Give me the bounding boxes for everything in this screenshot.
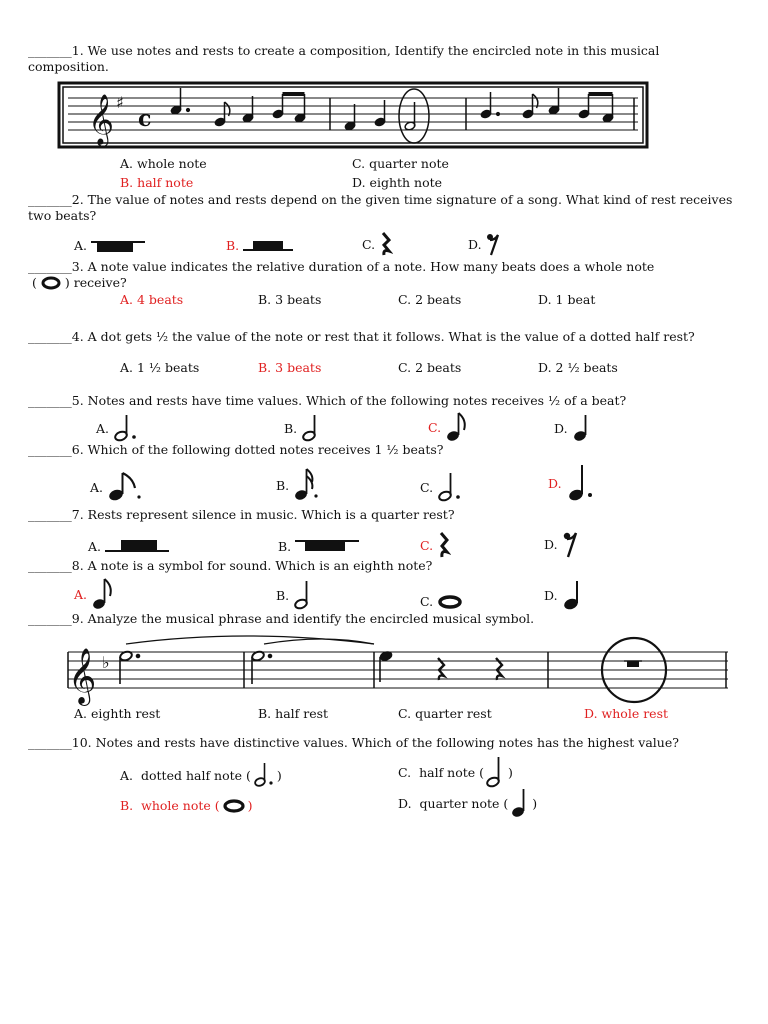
- treble-clef-icon: 𝄞: [88, 94, 115, 145]
- choice-letter: C.: [428, 419, 442, 435]
- dotted-eighth-note-icon: [107, 472, 143, 502]
- choice-label: eighth note: [369, 175, 443, 190]
- choice-letter: B.: [278, 538, 292, 554]
- choice-3b[interactable]: [258, 292, 321, 307]
- whole-note-icon: [41, 276, 61, 290]
- choice-label: eighth rest: [91, 706, 161, 721]
- choice-3d[interactable]: [538, 292, 595, 307]
- question-number: 6.: [71, 442, 84, 457]
- choice-4c[interactable]: [398, 360, 461, 375]
- choice-5c-correct[interactable]: [428, 412, 469, 442]
- dotted-quarter-note-icon: [566, 464, 594, 502]
- choice-letter: B.: [276, 587, 290, 603]
- choice-letter: A.: [88, 538, 102, 554]
- choice-2d[interactable]: [468, 232, 500, 256]
- choice-6b[interactable]: [276, 468, 321, 502]
- choice-8d[interactable]: [544, 580, 584, 610]
- choice-label: half note (: [419, 764, 485, 780]
- half-note-icon: [301, 414, 321, 442]
- choice-letter: A.: [120, 292, 134, 307]
- choice-label: 3 beats: [275, 292, 322, 307]
- choice-label: whole note: [137, 156, 207, 171]
- question-4: [28, 329, 740, 345]
- choice-8b[interactable]: [276, 580, 313, 610]
- whole-rest-icon: [295, 538, 359, 554]
- half-note-icon: [293, 580, 313, 610]
- eighth-rest-icon: [562, 530, 578, 558]
- choice-3c[interactable]: [398, 292, 461, 307]
- choice-9b[interactable]: [258, 706, 328, 721]
- choice-letter: C.: [352, 156, 366, 171]
- choice-letter: A.: [120, 360, 134, 375]
- choice-letter: A.: [74, 238, 88, 253]
- half-rest-icon: [105, 538, 169, 554]
- dotted-half-note-icon: [437, 472, 463, 502]
- dotted-sixteenth-note-icon: [293, 468, 321, 502]
- choice-letter: A.: [120, 156, 134, 171]
- question-number: 4.: [71, 329, 84, 344]
- choice-5d[interactable]: [554, 414, 592, 442]
- choice-8c[interactable]: [420, 594, 463, 609]
- common-time-icon: c: [138, 106, 152, 132]
- choice-letter: C.: [420, 479, 434, 495]
- choice-1d[interactable]: [352, 175, 442, 190]
- whole-rest-icon: [91, 239, 145, 253]
- close-paren: ): [247, 798, 253, 813]
- question-number: 8.: [71, 558, 84, 573]
- choice-label: 4 beats: [137, 292, 184, 307]
- eighth-note-icon: [445, 412, 469, 442]
- choice-6d-correct[interactable]: [548, 464, 594, 502]
- quarter-note-icon: [510, 788, 530, 818]
- choice-10a[interactable]: [120, 762, 282, 788]
- choice-letter: D.: [548, 475, 562, 491]
- treble-clef-icon: 𝄞: [68, 648, 97, 704]
- answer-blank[interactable]: _______: [28, 507, 72, 522]
- question-6: [28, 442, 740, 458]
- choice-4a[interactable]: [120, 360, 199, 375]
- question-8: [28, 558, 740, 574]
- whole-note-icon: [222, 799, 246, 813]
- question-9: [28, 611, 740, 627]
- quarter-note-icon: [572, 414, 592, 442]
- question-5: [28, 393, 740, 409]
- choice-5a[interactable]: [96, 414, 139, 442]
- whole-note-icon: [437, 595, 463, 609]
- close-paren: ): [508, 764, 513, 780]
- choice-letter: C.: [398, 360, 412, 375]
- question-7: [28, 507, 740, 523]
- choice-letter: D.: [352, 175, 366, 190]
- question-number: 5.: [71, 393, 84, 408]
- choice-letter: B.: [276, 477, 290, 493]
- choice-9a[interactable]: [74, 706, 160, 721]
- choice-4d[interactable]: [538, 360, 618, 375]
- dotted-half-note-icon: [113, 414, 139, 442]
- choice-label: quarter rest: [415, 706, 492, 721]
- question-1: [28, 43, 740, 75]
- question-number: 10.: [71, 735, 92, 750]
- choice-label: dotted half note (: [141, 767, 251, 783]
- choice-7c-correct[interactable]: [420, 532, 451, 558]
- choice-1a[interactable]: [120, 156, 207, 171]
- choice-label: 1 beat: [555, 292, 596, 307]
- question-number: 3.: [71, 259, 84, 274]
- choice-3a-correct[interactable]: [120, 292, 183, 307]
- dotted-half-note-icon: [253, 762, 275, 788]
- music-staff-q9: [64, 632, 732, 704]
- choice-9d-correct[interactable]: [584, 706, 668, 721]
- question-number: 1.: [71, 43, 84, 58]
- answer-blank[interactable]: _______: [28, 43, 72, 58]
- choice-letter: D.: [398, 795, 412, 811]
- choice-10b-correct[interactable]: [120, 798, 253, 813]
- choice-letter: A.: [74, 586, 88, 602]
- answer-blank[interactable]: _______: [28, 611, 72, 626]
- quarter-rest-icon: [437, 532, 451, 558]
- music-staff-q1: [58, 82, 648, 148]
- choice-letter: B.: [284, 420, 298, 436]
- choice-10d[interactable]: [398, 788, 537, 818]
- question-number: 9.: [71, 611, 84, 626]
- choice-4b-correct[interactable]: [258, 360, 321, 375]
- choice-8a-correct[interactable]: [74, 578, 115, 610]
- choice-label: 2 beats: [415, 360, 462, 375]
- choice-label: 3 beats: [275, 360, 322, 375]
- sharp-icon: ♯: [116, 93, 124, 112]
- choice-letter: C.: [398, 292, 412, 307]
- choice-letter: B.: [258, 360, 272, 375]
- choice-6a[interactable]: [90, 472, 143, 502]
- question-text: Rests represent silence in music. Which is a quarter rest?: [87, 507, 455, 522]
- question-text: The value of notes and rests depend on the given time signature of a song. What kind of rest receives two beats?: [28, 192, 733, 223]
- choice-letter: B.: [258, 706, 272, 721]
- choice-letter: A.: [90, 479, 104, 495]
- choice-label: 2 beats: [415, 292, 462, 307]
- choice-label: half note: [137, 175, 194, 190]
- choice-7d[interactable]: [544, 530, 578, 558]
- half-note-icon: [486, 756, 506, 788]
- question-3: [28, 259, 740, 275]
- answer-blank[interactable]: _______: [28, 192, 72, 207]
- question-2: [28, 192, 740, 224]
- question-text: We use notes and rests to create a composition, Identify the encircled note in this musical composition.: [28, 43, 660, 74]
- half-rest-icon: [243, 239, 293, 253]
- choice-label: half rest: [275, 706, 329, 721]
- close-paren: ): [276, 767, 282, 783]
- choice-7b[interactable]: [278, 538, 359, 554]
- question-number: 7.: [71, 507, 84, 522]
- choice-letter: D.: [538, 360, 552, 375]
- choice-letter: B.: [258, 292, 272, 307]
- choice-letter: C.: [420, 594, 434, 609]
- choice-label: quarter note (: [419, 795, 509, 811]
- choice-letter: D.: [544, 536, 558, 552]
- flat-icon: ♭: [102, 653, 110, 672]
- choice-label: whole rest: [601, 706, 669, 721]
- choice-1b-correct[interactable]: [120, 175, 193, 190]
- choice-letter: D.: [584, 706, 598, 721]
- question-text: A note is a symbol for sound. Which is an eighth note?: [87, 558, 433, 573]
- choice-label: 1 ½ beats: [137, 360, 200, 375]
- question-number: 2.: [71, 192, 84, 207]
- choice-label: whole note (: [141, 798, 220, 813]
- question-text: Notes and rests have distinctive values. Which of the following notes has the highest value?: [95, 735, 679, 750]
- question-text: Analyze the musical phrase and identify the encircled musical symbol.: [87, 611, 535, 626]
- open-paren: (: [32, 275, 37, 290]
- answer-blank[interactable]: _______: [28, 393, 72, 408]
- question-text: receive?: [73, 275, 127, 290]
- choice-10c[interactable]: [398, 756, 513, 788]
- question-text: A dot gets ½ the value of the note or rest that it follows. What is the value of a dotted half rest?: [87, 329, 695, 344]
- quarter-note-icon: [562, 580, 584, 610]
- choice-letter: C.: [398, 706, 412, 721]
- choice-label: quarter note: [369, 156, 449, 171]
- choice-letter: B.: [226, 238, 240, 253]
- choice-1c[interactable]: [352, 156, 449, 171]
- choice-2b-correct[interactable]: [226, 238, 293, 253]
- choice-letter: B.: [120, 798, 134, 813]
- question-text: Notes and rests have time values. Which of the following notes receives ½ of a beat?: [87, 393, 627, 408]
- choice-2c[interactable]: [362, 232, 393, 256]
- choice-letter: D.: [544, 587, 558, 603]
- eighth-note-icon: [91, 578, 115, 610]
- quarter-rest-icon: [379, 232, 393, 256]
- choice-6c[interactable]: [420, 472, 463, 502]
- choice-letter: C.: [420, 537, 434, 553]
- answer-blank[interactable]: _______: [28, 558, 72, 573]
- choice-letter: A.: [96, 420, 110, 436]
- question-text: A note value indicates the relative duration of a note. How many beats does a whole note: [87, 259, 655, 274]
- choice-letter: C.: [362, 236, 376, 252]
- choice-letter: A.: [120, 767, 134, 783]
- choice-letter: D.: [554, 420, 568, 436]
- choice-7a[interactable]: [88, 538, 169, 554]
- choice-2a[interactable]: [74, 238, 145, 253]
- close-paren: ): [64, 275, 70, 290]
- choice-letter: B.: [120, 175, 134, 190]
- answer-blank[interactable]: _______: [28, 442, 72, 457]
- choice-letter: A.: [74, 706, 88, 721]
- question-10: [28, 735, 740, 751]
- answer-blank[interactable]: _______: [28, 735, 72, 750]
- choice-letter: D.: [538, 292, 552, 307]
- question-3-cont: [32, 275, 127, 290]
- choice-5b[interactable]: [284, 414, 321, 442]
- eighth-rest-icon: [486, 232, 500, 256]
- answer-blank[interactable]: _______: [28, 329, 72, 344]
- choice-letter: D.: [468, 236, 482, 252]
- question-text: Which of the following dotted notes receives 1 ½ beats?: [87, 442, 444, 457]
- choice-label: 2 ½ beats: [555, 360, 618, 375]
- choice-9c[interactable]: [398, 706, 492, 721]
- choice-letter: C.: [398, 764, 412, 780]
- answer-blank[interactable]: _______: [28, 259, 72, 274]
- close-paren: ): [532, 795, 538, 811]
